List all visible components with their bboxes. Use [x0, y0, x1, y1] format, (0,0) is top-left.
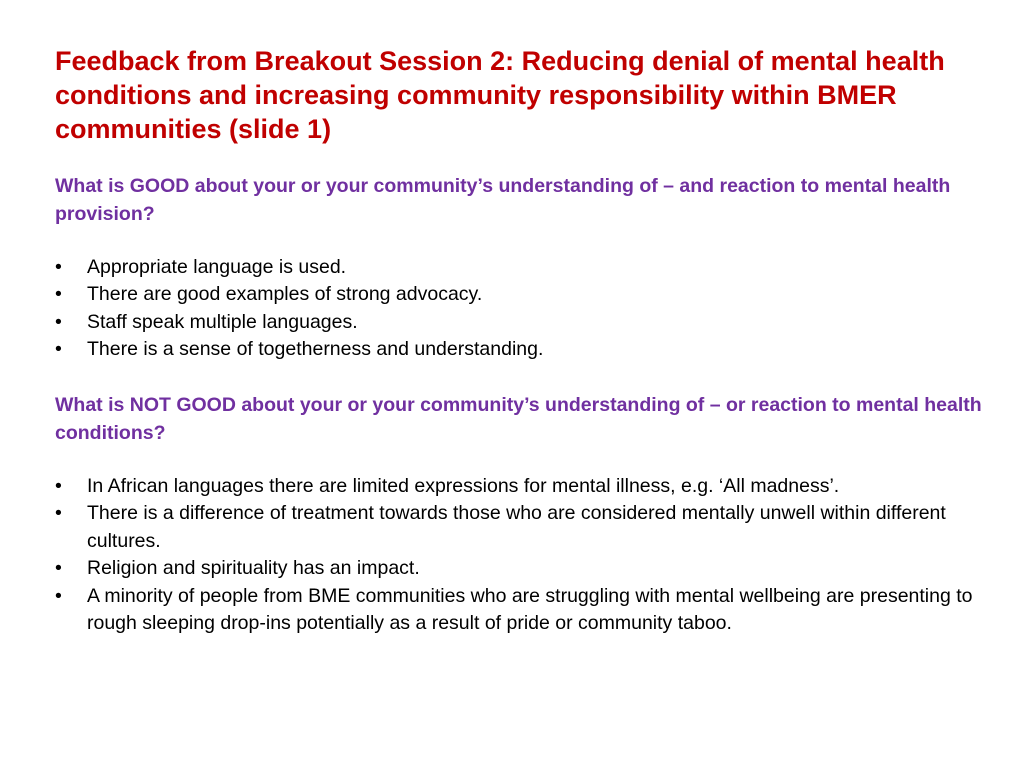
list-item: • A minority of people from BME communities who are struggling with mental wellbeing are presenting to rough sleeping drop-ins potentially as a result of pride or community taboo. [55, 584, 973, 635]
good-question-heading: What is GOOD about your or your community’s understanding of – and reaction to mental health provision? [55, 175, 951, 225]
list-item: • There is a difference of treatment towards those who are considered mentally unwell within different cultures. [55, 502, 946, 552]
not-good-question-heading: What is NOT GOOD about your or your community’s understanding of – or reaction to mental health conditions? [55, 394, 982, 444]
list-item: • In African languages there are limited expressions for mental illness, e.g. ‘All madness’. [55, 473, 1005, 500]
list-item: • There are good examples of strong advocacy. [55, 281, 1005, 308]
list-item: • Religion and spirituality has an impact. [55, 555, 1005, 582]
bullet-icon: • [55, 502, 62, 525]
bullet-icon: • [55, 310, 62, 333]
list-item: • Appropriate language is used. [55, 254, 1005, 281]
bullet-icon: • [55, 256, 62, 278]
list-item: • There is a sense of togetherness and understanding. [55, 336, 1005, 363]
list-item: • Staff speak multiple languages. [55, 309, 1005, 336]
bullet-icon: • [55, 584, 62, 607]
slide-title: Feedback from Breakout Session 2: Reducing denial of mental health conditions and increasing community responsibility within BMER communities (slide 1) [55, 46, 945, 144]
bullet-icon: • [55, 557, 62, 580]
good-bullet-list [55, 254, 1005, 364]
not-good-bullet-list [55, 473, 1005, 637]
bullet-icon: • [55, 475, 62, 497]
bullet-icon: • [55, 338, 62, 361]
bullet-icon: • [55, 283, 62, 306]
